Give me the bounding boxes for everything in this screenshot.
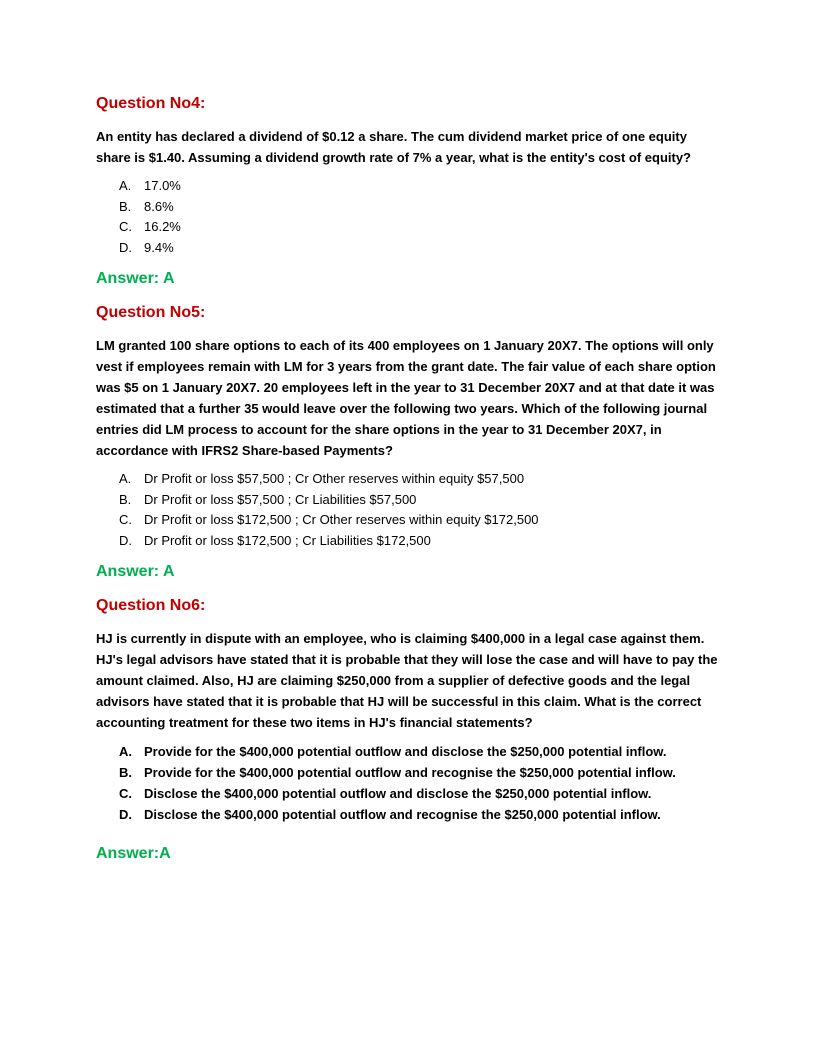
option-text: 8.6% — [144, 198, 174, 214]
options-list — [96, 741, 721, 825]
option-letter: D. — [119, 807, 132, 822]
option-letter: D. — [119, 239, 132, 255]
option-letter: B. — [119, 491, 132, 507]
option-b — [119, 762, 721, 783]
option-c — [119, 510, 721, 531]
option-letter: A. — [119, 178, 132, 193]
option-text: Dr Profit or loss $172,500 ; Cr Other reserves within equity $172,500 — [144, 512, 539, 527]
options-list — [96, 176, 721, 258]
question-title: Question No5: — [96, 304, 206, 321]
option-letter: C. — [119, 512, 132, 527]
option-b — [119, 197, 721, 218]
answer-label: Answer: A — [96, 563, 175, 580]
option-letter: B. — [119, 198, 132, 214]
option-a — [119, 741, 721, 762]
question-text: LM granted 100 share options to each of its 400 employees on 1 January 20X7. The options will only vest if employees remain with LM for 3 years from the grant date. The fair value of each share option was $5 on 1 January 20X7. 20 employees left in the year to 31 December 20X7 and at that date it was estimated that a further 35 would leave over the following two years. Which of the following journal entries did LM process to account for the share options in the year to 31 December 20X7, in accordance with IFRS2 Share-based Payments? — [96, 338, 716, 458]
option-letter: A. — [119, 744, 132, 759]
option-text: 9.4% — [144, 239, 174, 255]
option-letter: A. — [119, 471, 132, 486]
question-text: An entity has declared a dividend of $0.12 a share. The cum dividend market price of one equity share is $1.40. Assuming a dividend growth rate of 7% a year, what is the entity's cost of equity? — [96, 129, 691, 165]
option-text: Provide for the $400,000 potential outflow and recognise the $250,000 potential inflow. — [144, 765, 676, 780]
option-text: Dr Profit or loss $57,500 ; Cr Other reserves within equity $57,500 — [144, 471, 525, 486]
option-c — [119, 217, 721, 238]
option-text: Provide for the $400,000 potential outflow and disclose the $250,000 potential inflow. — [144, 744, 667, 759]
option-letter: B. — [119, 765, 132, 780]
answer-label: Answer: A — [96, 270, 175, 287]
option-a — [119, 469, 721, 490]
options-list — [96, 469, 721, 551]
option-c — [119, 783, 721, 804]
option-text: Disclose the $400,000 potential outflow and disclose the $250,000 potential inflow. — [144, 786, 652, 801]
option-text: Dr Profit or loss $172,500 ; Cr Liabilities $172,500 — [144, 532, 431, 548]
option-d — [119, 238, 721, 259]
option-d — [119, 531, 721, 552]
option-a — [119, 176, 721, 197]
option-d — [119, 804, 721, 825]
option-text: Disclose the $400,000 potential outflow and recognise the $250,000 potential inflow. — [144, 807, 661, 822]
question-text: HJ is currently in dispute with an employee, who is claiming $400,000 in a legal case against them. HJ's legal advisors have stated that it is probable that they will lose the case and will have to pay the amount claimed. Also, HJ are claiming $250,000 from a supplier of defective goods and the legal advisors have stated that it is probable that HJ will be successful in this claim. What is the correct accounting treatment for these two items in HJ's financial statements? — [96, 631, 718, 730]
answer-label: Answer:A — [96, 845, 171, 862]
option-b — [119, 490, 721, 511]
question-6 — [96, 595, 721, 865]
question-title: Question No4: — [96, 95, 206, 112]
question-5 — [96, 302, 721, 583]
option-text: 17.0% — [144, 178, 181, 193]
option-text: Dr Profit or loss $57,500 ; Cr Liabilities $57,500 — [144, 491, 417, 507]
option-letter: D. — [119, 532, 132, 548]
question-4 — [96, 93, 721, 290]
question-title: Question No6: — [96, 597, 206, 614]
option-text: 16.2% — [144, 219, 181, 234]
option-letter: C. — [119, 786, 132, 801]
option-letter: C. — [119, 219, 132, 234]
document-page — [96, 93, 721, 877]
